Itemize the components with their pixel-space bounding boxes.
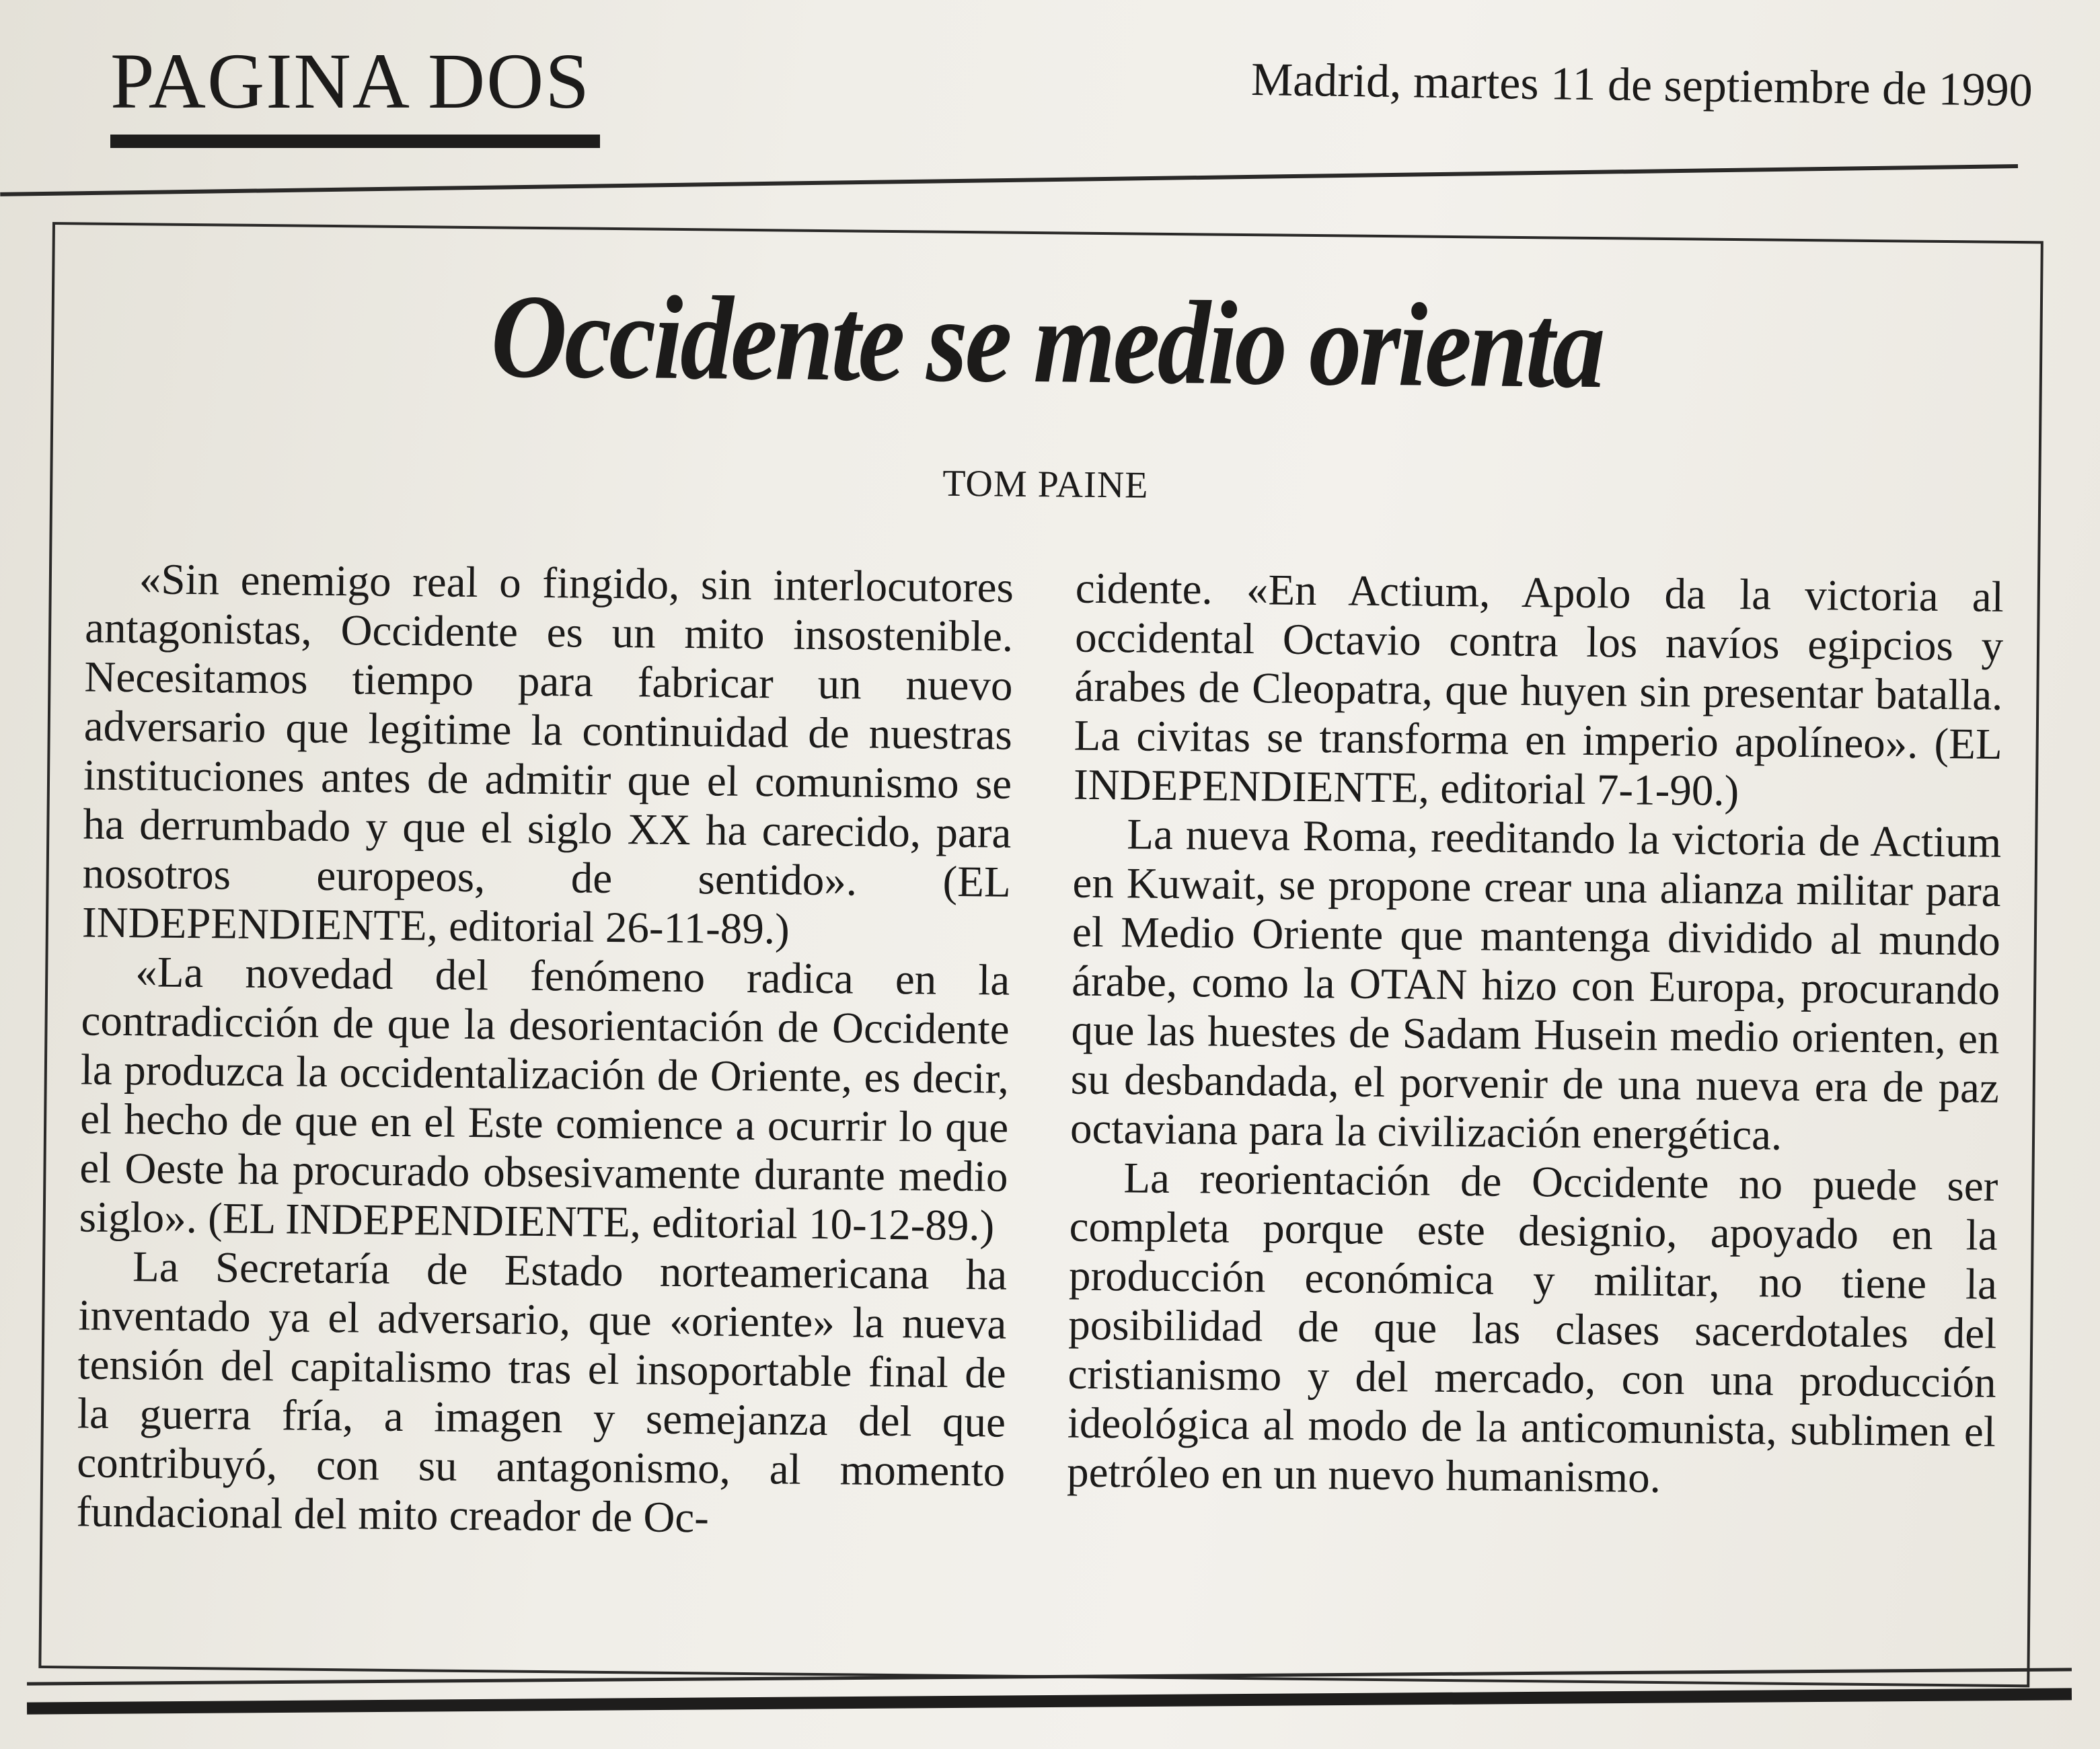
article-paragraph: La Secretaría de Estado norteamericana ha inventado ya el adversario, que «oriente» la nueva tensión del capitalismo tras el insoportable final de la guerra fría, a imagen y semejanza del que contribuyó, con su antagonismo, al momento fundacional del mito creador de Oc- xyxy=(76,1242,1008,1542)
section-title: PAGINA DOS xyxy=(110,37,591,125)
article-paragraph: «Sin enemigo real o fingido, sin interlocutores antagonistas, Occidente es un mito insostenible. Necesitamos tiempo para fabricar un nuevo adversario que legitime la continuidad de nuestras instituciones antes de admitir que el comunismo se ha derrumbado y que el siglo XX ha carecido, para nosotros europeos, de sentido». (EL INDEPENDIENTE, editorial 26-11-89.) xyxy=(81,555,1014,954)
article-paragraph: La nueva Roma, reeditando la victoria de Actium en Kuwait, se propone crear una alianza militar para el Medio Oriente que mantenga dividido al mundo árabe, como la OTAN hizo con Europa, procurando que las huestes de Sadam Husein medio orienten, en su desbandada, el porvenir de una nueva era de paz octaviana para la civilización energética. xyxy=(1070,810,2002,1160)
article-paragraph: La reorientación de Occidente no puede ser completa porque este designio, apoyado en la producción económica y militar, no tiene la posibilidad de que las clases sacerdotales del cristianismo y del mercado, con una producción ideológica al modo de la anticomunista, sublimen el petróleo en un nuevo humanismo. xyxy=(1066,1154,1998,1503)
byline: TOM PAINE xyxy=(942,462,1149,507)
article-frame xyxy=(38,222,2043,1687)
article-column-left xyxy=(76,554,1014,1545)
article-column-right xyxy=(1067,564,2004,1506)
dateline: Madrid, martes 11 de septiembre de 1990 xyxy=(1250,54,2033,117)
article-paragraph: «La novedad del fenómeno radica en la contradicción de que la desorientación de Occidente la produzca la occidentalización de Oriente, es decir, el hecho de que en el Este comience a ocurrir lo que el Oeste ha procurado obsesivamente durante medio siglo». (EL INDEPENDIENTE, editorial 10-12-89.) xyxy=(79,948,1010,1251)
section-title-underline xyxy=(110,135,600,148)
bottom-rule-thick xyxy=(27,1688,2072,1714)
headline: Occidente se medio orienta xyxy=(490,269,1604,414)
header-rule xyxy=(0,164,2018,196)
article-paragraph: cidente. «En Actium, Apolo da la victoria al occidental Octavio contra los navíos egipcios y árabes de Cleopatra, que huyen sin presentar batalla. La civitas se transforma en imperio apolíneo». (EL INDEPENDIENTE, editorial 7-1-90.) xyxy=(1073,564,2004,816)
